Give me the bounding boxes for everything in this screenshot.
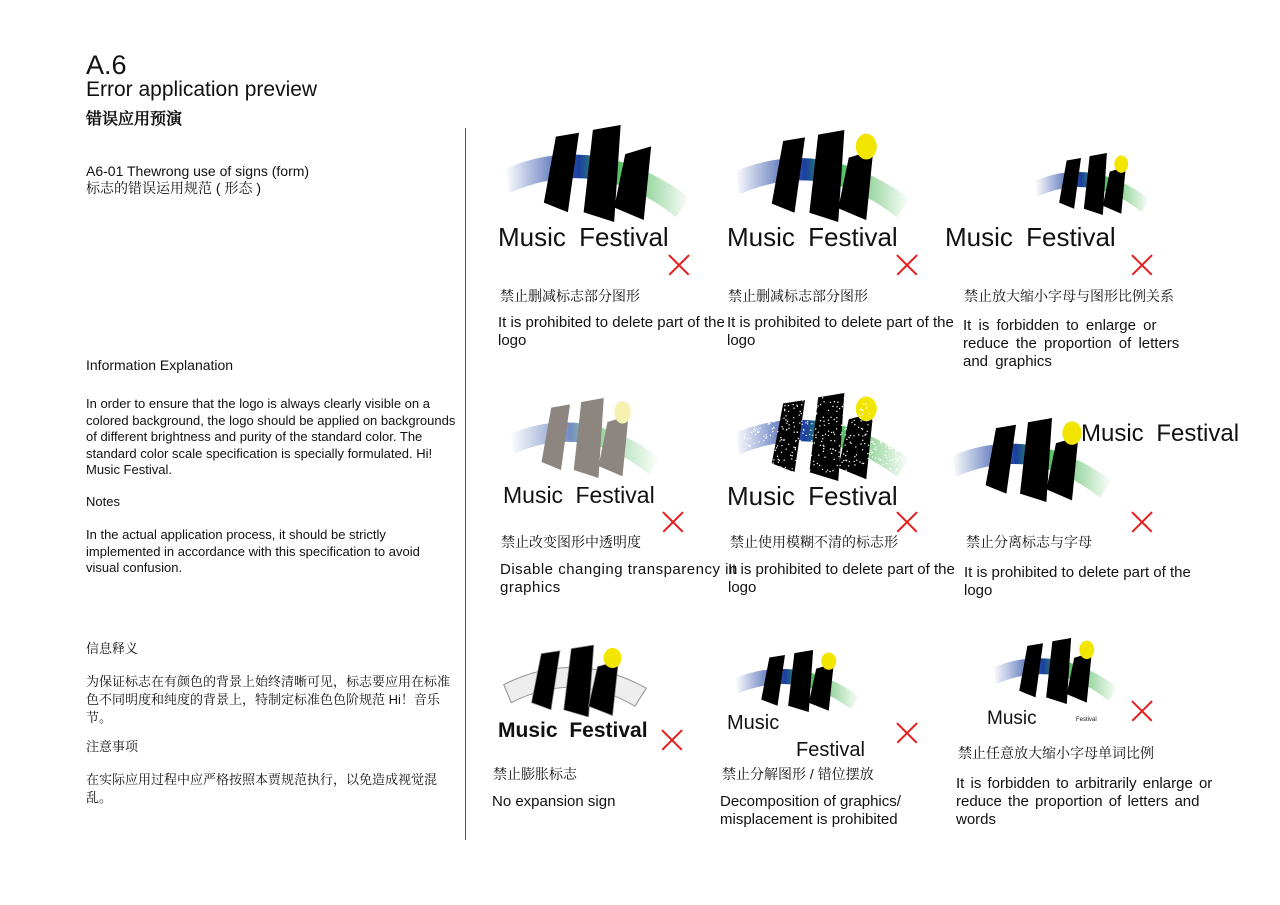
logo-stroke bbox=[614, 146, 651, 220]
rule-en: It is prohibited to delete part of the logo bbox=[728, 561, 955, 596]
logo-title: Music Festival bbox=[498, 719, 648, 742]
rule-cn: 禁止分解图形 / 错位摆放 bbox=[722, 766, 874, 782]
logo-dot bbox=[856, 397, 877, 422]
notes-text-cn: 在实际应用过程中应严格按照本贾规范执行，以免造成视觉混乱。 bbox=[86, 772, 438, 805]
rule-en: It is prohibited to delete part of the logo bbox=[498, 314, 725, 349]
logo-dot bbox=[856, 134, 877, 160]
cross-icon bbox=[661, 729, 683, 751]
info-heading: Information Explanation bbox=[86, 357, 234, 373]
info-heading-cn: 信息释义 bbox=[86, 641, 139, 656]
logo-dot bbox=[614, 401, 631, 423]
logo-stroke bbox=[599, 416, 629, 477]
rule-en: It is forbidden to enlarge or reduce the proportion of letters and graphics bbox=[963, 317, 1180, 370]
notes-heading-cn: 注意事项 bbox=[86, 739, 139, 754]
logo-graphic bbox=[735, 650, 860, 712]
logo-graphic bbox=[510, 398, 660, 478]
logo-title-a: Music bbox=[727, 712, 780, 734]
logo-stroke bbox=[1046, 436, 1078, 500]
rule-en: No expansion sign bbox=[492, 793, 616, 810]
logo-graphic bbox=[993, 638, 1118, 704]
rule-cn: 禁止使用模糊不清的标志形 bbox=[730, 534, 898, 550]
logo-title: Music Festival bbox=[1081, 420, 1240, 447]
cross-icon bbox=[896, 722, 918, 744]
logo-dot bbox=[1062, 421, 1081, 445]
rule-cn: 禁止任意放大缩小字母单词比例 bbox=[958, 745, 1154, 761]
rule-en: It is prohibited to delete part of the logo bbox=[727, 314, 954, 349]
logo-dot bbox=[604, 648, 622, 668]
cross-icon bbox=[896, 254, 918, 276]
logo-title: Music Festival bbox=[503, 482, 655, 508]
logo-title: Music Festival bbox=[727, 222, 898, 252]
rule-cn: 禁止删减标志部分图形 bbox=[500, 288, 640, 304]
rule-en: It is forbidden to arbitrarily enlarge or reduce the proportion of letters and words bbox=[956, 775, 1213, 828]
page-title-cn: 错误应用预演 bbox=[86, 111, 183, 128]
logo-graphic bbox=[1035, 153, 1150, 215]
logo-title-b: Festival bbox=[796, 739, 865, 761]
rule-cn: 禁止改变图形中透明度 bbox=[501, 534, 641, 550]
rule-cn: 禁止放大缩小字母与图形比例关系 bbox=[964, 288, 1174, 304]
info-text: In order to ensure that the logo is always clearly visible on a colored background, the logo should be applied on backgrounds of different brightness and purity of the standard color. The standard color scale specification is specially formulated. Hi! Music Festival. bbox=[86, 396, 456, 477]
rule-en: Disable changing transparency in graphics bbox=[500, 561, 738, 596]
notes-text: In the actual application process, it should be strictly implemented in accordance with this specification to avoid visual confusion. bbox=[86, 527, 420, 575]
logo-dot bbox=[1114, 155, 1128, 172]
logo-title-b: Festival bbox=[1076, 717, 1097, 723]
logo-stroke bbox=[1103, 167, 1126, 214]
cross-icon bbox=[896, 511, 918, 533]
logo-graphic bbox=[500, 645, 650, 717]
logo-title: Music Festival bbox=[945, 222, 1116, 252]
cross-icon bbox=[1131, 511, 1153, 533]
logo-title: Music Festival bbox=[727, 481, 898, 511]
subtitle-cn: 标志的错误运用规范 ( 形态 ) bbox=[86, 180, 261, 196]
rule-en: Decomposition of graphics/ misplacement is prohibited bbox=[720, 793, 901, 828]
subtitle bbox=[86, 163, 309, 197]
rule-cn: 禁止删减标志部分图形 bbox=[728, 288, 868, 304]
cross-icon bbox=[662, 511, 684, 533]
logo-graphic bbox=[735, 130, 910, 222]
cross-icon bbox=[668, 254, 690, 276]
rule-cn: 禁止膨胀标志 bbox=[493, 766, 577, 782]
logo-title: Music Festival bbox=[498, 222, 669, 252]
subtitle-en: A6-01 Thewrong use of signs (form) bbox=[86, 163, 310, 179]
notes-heading: Notes bbox=[86, 494, 120, 509]
logo-dot bbox=[1079, 641, 1094, 659]
rule-cn: 禁止分离标志与字母 bbox=[966, 534, 1092, 550]
cross-icon bbox=[1131, 700, 1153, 722]
logo-graphic bbox=[505, 125, 690, 222]
logo-stroke bbox=[838, 412, 873, 479]
page-title: Error application preview bbox=[86, 78, 318, 101]
logo-stroke bbox=[532, 651, 561, 710]
cross-icon bbox=[1131, 254, 1153, 276]
logo-title-a: Music bbox=[987, 708, 1037, 729]
info-text-cn: 为保证标志在有颜色的背景上始终清晰可见，标志要应用在标准色不同明度和纯度的背景上，特制定标准色色阶规范 Hi！音乐节。 bbox=[86, 674, 451, 725]
divider bbox=[465, 128, 466, 840]
section-number: A.6 bbox=[86, 50, 127, 80]
logo-stroke bbox=[838, 150, 873, 220]
logo-stroke bbox=[1067, 653, 1092, 703]
logo-stroke bbox=[809, 664, 834, 711]
rule-en: It is prohibited to delete part of the logo bbox=[964, 564, 1191, 599]
logo-graphic bbox=[735, 393, 910, 481]
logo-dot bbox=[821, 652, 836, 669]
